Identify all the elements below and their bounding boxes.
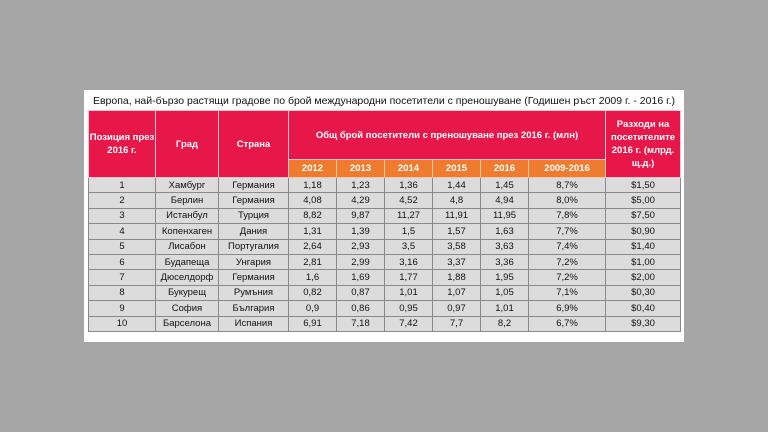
value-2012-cell: 8,82 bbox=[289, 208, 337, 223]
value-2015-cell: 3,37 bbox=[433, 254, 481, 269]
value-2013-cell: 1,23 bbox=[337, 178, 385, 193]
value-2016-cell: 4,94 bbox=[481, 193, 529, 208]
city-cell: Лисабон bbox=[156, 239, 219, 254]
header-position: Позиция през 2016 г. bbox=[89, 111, 156, 178]
header-city: Град bbox=[156, 111, 219, 178]
spending-cell: $0,30 bbox=[606, 285, 681, 300]
value-2014-cell: 0,95 bbox=[385, 301, 433, 316]
value-2013-cell: 2,99 bbox=[337, 254, 385, 269]
city-cell: Дюселдорф bbox=[156, 270, 219, 285]
growth-cell: 6,7% bbox=[529, 316, 606, 331]
spending-cell: $1,00 bbox=[606, 254, 681, 269]
spending-cell: $1,50 bbox=[606, 178, 681, 193]
position-cell: 2 bbox=[89, 193, 156, 208]
spending-cell: $1,40 bbox=[606, 239, 681, 254]
growth-cell: 8,0% bbox=[529, 193, 606, 208]
value-2016-cell: 11,95 bbox=[481, 208, 529, 223]
value-2015-cell: 3,58 bbox=[433, 239, 481, 254]
spending-cell: $5,00 bbox=[606, 193, 681, 208]
table-card bbox=[84, 90, 684, 342]
value-2016-cell: 1,45 bbox=[481, 178, 529, 193]
growth-cell: 7,4% bbox=[529, 239, 606, 254]
value-2016-cell: 1,95 bbox=[481, 270, 529, 285]
position-cell: 5 bbox=[89, 239, 156, 254]
table-row bbox=[89, 193, 681, 208]
value-2014-cell: 1,36 bbox=[385, 178, 433, 193]
table-row bbox=[89, 224, 681, 239]
country-cell: Унгария bbox=[219, 254, 289, 269]
value-2015-cell: 1,57 bbox=[433, 224, 481, 239]
value-2015-cell: 7,7 bbox=[433, 316, 481, 331]
position-cell: 1 bbox=[89, 178, 156, 193]
growth-cell: 7,2% bbox=[529, 254, 606, 269]
value-2016-cell: 3,36 bbox=[481, 254, 529, 269]
value-2012-cell: 1,6 bbox=[289, 270, 337, 285]
spending-cell: $2,00 bbox=[606, 270, 681, 285]
value-2014-cell: 3,5 bbox=[385, 239, 433, 254]
header-visitors: Общ брой посетители с преношуване през 2016 г. (млн) bbox=[289, 111, 606, 160]
country-cell: Испания bbox=[219, 316, 289, 331]
spending-cell: $0,90 bbox=[606, 224, 681, 239]
table-row bbox=[89, 208, 681, 223]
value-2015-cell: 1,44 bbox=[433, 178, 481, 193]
header-spending: Разходи на посетителите 2016 г. (млрд. щ.д.) bbox=[606, 111, 681, 178]
city-cell: Будапеща bbox=[156, 254, 219, 269]
growth-cell: 8,7% bbox=[529, 178, 606, 193]
city-cell: Барселона bbox=[156, 316, 219, 331]
value-2013-cell: 1,69 bbox=[337, 270, 385, 285]
value-2015-cell: 0,97 bbox=[433, 301, 481, 316]
position-cell: 7 bbox=[89, 270, 156, 285]
value-2013-cell: 0,87 bbox=[337, 285, 385, 300]
year-header: 2013 bbox=[337, 160, 385, 178]
value-2012-cell: 1,18 bbox=[289, 178, 337, 193]
value-2015-cell: 1,88 bbox=[433, 270, 481, 285]
value-2013-cell: 2,93 bbox=[337, 239, 385, 254]
header-country: Страна bbox=[219, 111, 289, 178]
table-row bbox=[89, 301, 681, 316]
value-2013-cell: 4,29 bbox=[337, 193, 385, 208]
value-2014-cell: 4,52 bbox=[385, 193, 433, 208]
table-body bbox=[89, 178, 681, 332]
visitors-table bbox=[88, 110, 681, 332]
country-cell: Германия bbox=[219, 178, 289, 193]
city-cell: Берлин bbox=[156, 193, 219, 208]
value-2012-cell: 1,31 bbox=[289, 224, 337, 239]
value-2014-cell: 7,42 bbox=[385, 316, 433, 331]
value-2016-cell: 3,63 bbox=[481, 239, 529, 254]
value-2016-cell: 1,05 bbox=[481, 285, 529, 300]
value-2012-cell: 2,64 bbox=[289, 239, 337, 254]
table-row bbox=[89, 178, 681, 193]
value-2013-cell: 1,39 bbox=[337, 224, 385, 239]
year-header: 2015 bbox=[433, 160, 481, 178]
country-cell: Дания bbox=[219, 224, 289, 239]
table-row bbox=[89, 254, 681, 269]
country-cell: България bbox=[219, 301, 289, 316]
city-cell: Копенхаген bbox=[156, 224, 219, 239]
value-2013-cell: 7,18 bbox=[337, 316, 385, 331]
year-header: 2014 bbox=[385, 160, 433, 178]
spending-cell: $7,50 bbox=[606, 208, 681, 223]
value-2016-cell: 1,01 bbox=[481, 301, 529, 316]
value-2012-cell: 2,81 bbox=[289, 254, 337, 269]
value-2013-cell: 9,87 bbox=[337, 208, 385, 223]
value-2015-cell: 11,91 bbox=[433, 208, 481, 223]
value-2014-cell: 1,77 bbox=[385, 270, 433, 285]
position-cell: 3 bbox=[89, 208, 156, 223]
year-header: 2012 bbox=[289, 160, 337, 178]
value-2014-cell: 11,27 bbox=[385, 208, 433, 223]
spending-cell: $0,40 bbox=[606, 301, 681, 316]
position-cell: 8 bbox=[89, 285, 156, 300]
spending-cell: $9,30 bbox=[606, 316, 681, 331]
position-cell: 10 bbox=[89, 316, 156, 331]
growth-header: 2009-2016 bbox=[529, 160, 606, 178]
city-cell: Хамбург bbox=[156, 178, 219, 193]
value-2012-cell: 0,82 bbox=[289, 285, 337, 300]
position-cell: 6 bbox=[89, 254, 156, 269]
country-cell: Турция bbox=[219, 208, 289, 223]
value-2012-cell: 0,9 bbox=[289, 301, 337, 316]
table-title: Европа, най-бързо растящи градове по брой международни посетители с преношуване (Годишен ръст 2009 г. - 2016 г.) bbox=[92, 95, 676, 107]
value-2012-cell: 6,91 bbox=[289, 316, 337, 331]
value-2012-cell: 4,08 bbox=[289, 193, 337, 208]
table-row bbox=[89, 270, 681, 285]
growth-cell: 7,2% bbox=[529, 270, 606, 285]
table-row bbox=[89, 285, 681, 300]
value-2013-cell: 0,86 bbox=[337, 301, 385, 316]
value-2015-cell: 1,07 bbox=[433, 285, 481, 300]
country-cell: Германия bbox=[219, 193, 289, 208]
city-cell: Букурещ bbox=[156, 285, 219, 300]
year-header: 2016 bbox=[481, 160, 529, 178]
table-row bbox=[89, 239, 681, 254]
country-cell: Германия bbox=[219, 270, 289, 285]
growth-cell: 7,1% bbox=[529, 285, 606, 300]
city-cell: Истанбул bbox=[156, 208, 219, 223]
value-2016-cell: 1,63 bbox=[481, 224, 529, 239]
country-cell: Румъния bbox=[219, 285, 289, 300]
country-cell: Португалия bbox=[219, 239, 289, 254]
value-2014-cell: 1,5 bbox=[385, 224, 433, 239]
table-row bbox=[89, 316, 681, 331]
growth-cell: 7,8% bbox=[529, 208, 606, 223]
position-cell: 9 bbox=[89, 301, 156, 316]
value-2015-cell: 4,8 bbox=[433, 193, 481, 208]
value-2014-cell: 1,01 bbox=[385, 285, 433, 300]
growth-cell: 6,9% bbox=[529, 301, 606, 316]
value-2016-cell: 8,2 bbox=[481, 316, 529, 331]
position-cell: 4 bbox=[89, 224, 156, 239]
growth-cell: 7,7% bbox=[529, 224, 606, 239]
value-2014-cell: 3,16 bbox=[385, 254, 433, 269]
city-cell: София bbox=[156, 301, 219, 316]
